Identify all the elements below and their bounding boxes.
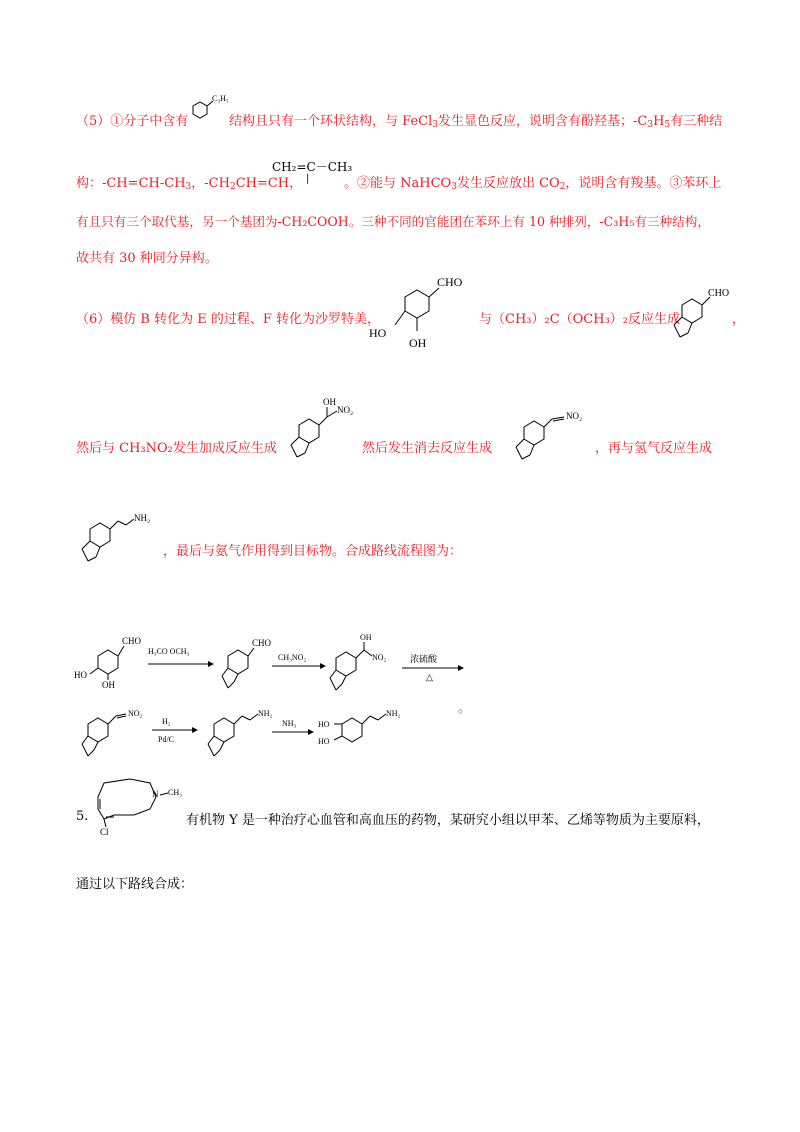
text-allyl: ，-CH xyxy=(191,176,230,191)
nitrostyrene-structure xyxy=(508,405,588,467)
sub-3c: 3 xyxy=(185,182,192,192)
text-allyl-end: CH=CH， xyxy=(235,176,303,191)
question-text-2: 通过以下路线合成： xyxy=(76,877,194,892)
catechol-aldehyde-structure xyxy=(365,273,470,355)
text-fecl: 结构且只有一个环状结构，与 FeCl xyxy=(229,114,433,129)
text-carboxyl: ，说明含有羧基。③苯环上 xyxy=(565,176,722,191)
text-three: 有三种结 xyxy=(670,114,723,129)
para6-line1-b: 与（CH₃）₂C（OCH₃）₂反应生成 xyxy=(479,312,681,327)
sub-2a: 2 xyxy=(229,182,236,192)
oh-label-2: OH xyxy=(323,397,336,407)
no2-label: NO₂ xyxy=(337,405,354,415)
para5-line1 xyxy=(76,110,188,129)
oh-label: OH xyxy=(409,336,427,350)
branch-bond: | xyxy=(306,173,310,184)
sub-2b: 2 xyxy=(559,182,566,192)
c3h5-label: C₃H₅ xyxy=(212,94,229,103)
text-h: H xyxy=(653,114,665,129)
sub-3b: 3 xyxy=(647,120,654,130)
scheme-cho-1: CHO xyxy=(122,636,142,646)
para6-line2-c: ，再与氢气反应生成 xyxy=(595,441,713,456)
sub-5: 5 xyxy=(664,120,671,130)
benzazonine-structure xyxy=(90,775,185,837)
reagent-dimethoxypropane: H₃CO OCH₃ xyxy=(148,647,190,656)
cl-label: Cl xyxy=(100,827,109,837)
scheme-oh-2: OH xyxy=(360,633,372,642)
branch-label: CH₂=C－CH₃ xyxy=(272,160,353,174)
para5-line2-rest xyxy=(344,172,721,192)
para5-line4: 故共有 30 种同分异构。 xyxy=(76,251,218,266)
para6-line1-a: （6）模仿 B 转化为 E 的过程、F 转化为沙罗特美， xyxy=(76,312,380,327)
scheme-row1 xyxy=(68,628,488,708)
scheme-oh: OH xyxy=(102,680,115,690)
text-nahco3: 。②能与 NaHCO xyxy=(344,176,452,191)
para6-line1-c: ， xyxy=(732,312,746,327)
reagent-nitromethane: CH₃NO₂ xyxy=(278,653,307,662)
acetonide-aldehyde-structure xyxy=(660,285,730,347)
para5-line1-a: （5）①分子中含有 xyxy=(76,114,189,129)
scheme-no2-2: NO₂ xyxy=(128,709,143,718)
scheme-nh2-1: NH₂ xyxy=(258,709,273,718)
text-co2: 发生反应放出 CO xyxy=(456,176,560,191)
isopropenyl-structure xyxy=(272,158,352,183)
para6-line2-a: 然后与 CH₃NO₂发生加成反应生成 xyxy=(76,441,277,456)
scheme-no2-1: NO₂ xyxy=(372,653,387,662)
scheme-row2 xyxy=(68,702,448,772)
para5-line2 xyxy=(76,172,302,192)
reagent-h2: H₂ xyxy=(162,717,171,726)
para6-line2-b: 然后发生消去反应生成 xyxy=(362,441,493,456)
text-propenyl: 构：-CH=CH-CH xyxy=(76,176,186,191)
reagent-h2so4: 浓硫酸 xyxy=(410,654,438,664)
para6-line3: ，最后与氨气作用得到目标物。合成路线流程图为： xyxy=(163,544,463,559)
cho-label-2: CHO xyxy=(708,288,730,299)
text-phenol: 发生显色反应，说明含有酚羟基；-C xyxy=(437,114,648,129)
toluene-propyl-structure xyxy=(185,92,229,126)
cho-label: CHO xyxy=(437,275,463,289)
scheme-cho-2: CHO xyxy=(252,638,272,648)
ho-label: HO xyxy=(369,326,387,340)
sub-3a: 3 xyxy=(432,120,438,130)
scheme-end-mark: 。 xyxy=(458,701,472,716)
no2-label-2: NO₂ xyxy=(566,411,583,421)
scheme-ho-3: HO xyxy=(318,737,330,746)
scheme-ho-2: HO xyxy=(318,720,330,729)
question-text: 有机物 Y 是一种治疗心血管和高血压的药物，某研究小组以甲苯、乙烯等物质为主要原料， xyxy=(186,813,710,828)
reagent-nh3: NH₃ xyxy=(282,719,297,728)
reagent-pdc: Pd/C xyxy=(158,735,175,744)
nh2-label: NH₂ xyxy=(134,513,151,523)
para5-line3: 有且只有三个取代基，另一个基团为-CH₂COOH。三种不同的官能团在苯环上有 10 种排列，-C₃H₅有三种结构， xyxy=(76,214,710,229)
scheme-ho: HO xyxy=(74,670,87,680)
ch3-label: CH₃ xyxy=(168,788,182,797)
sub-3d: 3 xyxy=(451,182,457,192)
nitroalcohol-structure xyxy=(283,395,363,465)
reagent-heat: △ xyxy=(426,672,433,682)
question-number: 5. xyxy=(76,809,89,824)
n-label: N xyxy=(152,789,159,799)
scheme-nh2-2: NH₂ xyxy=(386,709,401,718)
para5-line1-rest xyxy=(229,110,722,130)
amine-acetonide-structure xyxy=(70,505,160,575)
